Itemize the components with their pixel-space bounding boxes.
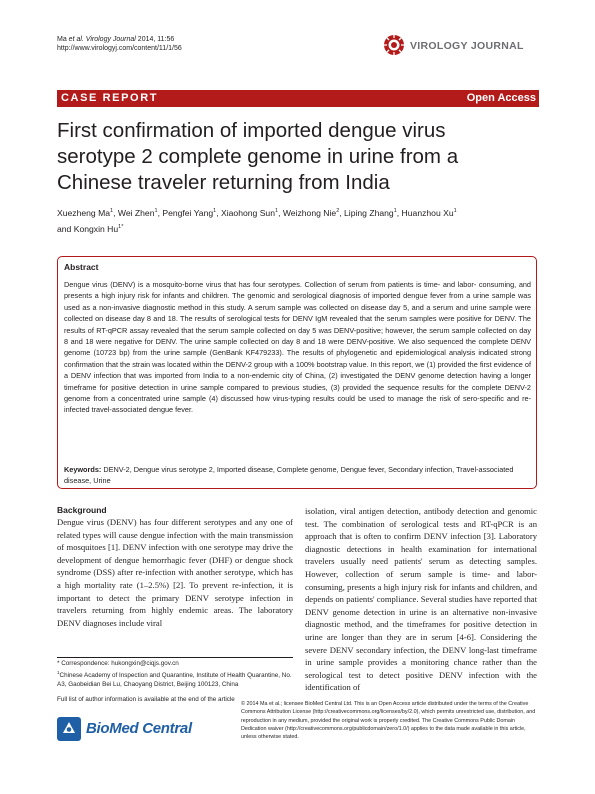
author-list: Xuezheng Ma$^1$, Wei Zhen$^1$, Pengfei Yang$^1$, Xiaohong Sun$^1$, Weizhong Nie$^2$, Liping Zhang$^1$, Huanzhou Xu$^1$ and Kongxin $Hu^{1*}$ xyxy=(57,207,457,234)
keywords: Keywords: DENV-2, Dengue virus serotype 2, Imported disease, Complete genome, Dengue fever, Secondary infection, Travel-associated disease, Urine xyxy=(64,465,514,486)
background-heading: Background xyxy=(57,505,107,515)
article-title: First confirmation of imported dengue virus serotype 2 complete genome in urine from a Chinese traveler returning from India xyxy=(57,119,459,194)
footnote-divider xyxy=(57,657,293,658)
case-report-label: CASE REPORT xyxy=(61,92,159,104)
abstract-body: Dengue virus (DENV) is a mosquito-borne virus that has four serotypes. Collection of serum from patients is time- and labor- consuming, and presents a high injury risk for infants and children. The genomic and serological diagnosis of imported dengue fever from a urine sample was used as a non-invasive diagnostic method in this study. A serum sample was collected on disease day 5, and a serum and urine sample were collected on disease day 8 and 18. The results of serological tests for DENV IgM revealed that the serum samples were positive for DENV. The results of RT-qPCR assay revealed that the serum sample collected on day 5 was DENV-positive; however, the serum sample collected on day 8 and 18 were negative for DENV. The urine sample collected on day 8 and 18 were DENV-positive. We also sequenced the complete DENV genome (10723 bp) from the urine sample (GenBank KF479233). The results of phylogenetic and epidemiological analysis indicated strong confirmation that the strain was located within the DENV-2 group with a 100% bootstrap value. In this report, we (1) provided the first evidence of a DENV infection that was imported from India to a non-endemic city of China, (2) investigated the DENV genome detection having a longer timeframe for positive detection in urine sample compared to previous studies, (3) provided the sequence results for the complete DENV-2 genome from a concentrated urine sample (4) discussed how virus-typing results could be used to manage the risk of sero-specific and re-infected travel-associated dengue fever. xyxy=(64,280,531,415)
body-left-column: Dengue virus (DENV) has four different serotypes and any one of related types will cause dengue infection with the main transmission of mosquitoes [1]. DENV infection with one serotype may drive the development of dengue hemorrhagic fever (DHF) or dengue shock syndrome (DSS) after re-infection with another serotype, which has a high mortality rate (1–2.5%) [2]. To prevent re-infection, it is important to detect the primary DENV serotype infection in travelers returning from highly endemic areas. The laboratory DENV diagnoses include viral xyxy=(57,517,293,628)
affiliation-note: $^1$Chinese Academy of Inspection and Quarantine, Institute of Health Quarantine, No. A3, Gaobeidian Bei Lu, Chaoyang District, Beijing 100123, China xyxy=(57,670,292,688)
biomed-central-logo-text: BioMed Central xyxy=(86,720,192,737)
copyright-notice: © 2014 Ma et al.; licensee BioMed Central Ltd. This is an Open Access article distributed under the terms of the Creative Commons Attribution License (http://creativecommons.org/licenses/by/2.0), which permits unrestricted use, distribution, and reproduction in any medium, provided the original work is properly credited. The Creative Commons Public Domain Dedication waiver (http://creativecommons.org/publicdomain/zero/1.0/) applies to the data made available in this article, unless otherwise stated. xyxy=(241,701,536,741)
full-author-info-note: Full list of author information is available at the end of the article xyxy=(57,696,235,703)
journal-logo-text: VIROLOGY JOURNAL xyxy=(410,40,524,52)
biomed-central-logo xyxy=(57,714,233,744)
article-type-banner xyxy=(57,90,539,107)
abstract-heading: Abstract xyxy=(64,262,99,272)
correspondence-note: * Correspondence: hukongxin@ciqjs.gov.cn xyxy=(57,660,179,667)
journal-citation: Ma et al. Virology Journal 2014, 11:56 xyxy=(57,36,175,43)
body-right-column: isolation, viral antigen detection, antibody detection and genomic test. The combination of serological tests and RT-qPCR is an approach that is often to confirm DENV infection [3]. Laboratory diagnostic detections in health examination for international travelers usually need patients' serum as detecting samples. However, collection of serum sample is time- and labor-consuming, presents a high injury risk for infants and children, and depends on patients' compliance. Several studies have reported that DENV genome detection in urine is an alternative non-invasive diagnostic method, and the timeframes for positive detection in urine are longer than they are in serum [4-6]. Considering the severe DENV secondary infection, the DENV long-last timeframe in urine sample provides a monitoring chance rather than the serological test to detect positive DENV infection with the identification of xyxy=(305,506,537,693)
open-access-label: Open Access xyxy=(466,92,536,104)
article-url[interactable]: http://www.virologyj.com/content/11/1/56 xyxy=(57,45,182,52)
virology-journal-logo-icon xyxy=(383,34,405,56)
